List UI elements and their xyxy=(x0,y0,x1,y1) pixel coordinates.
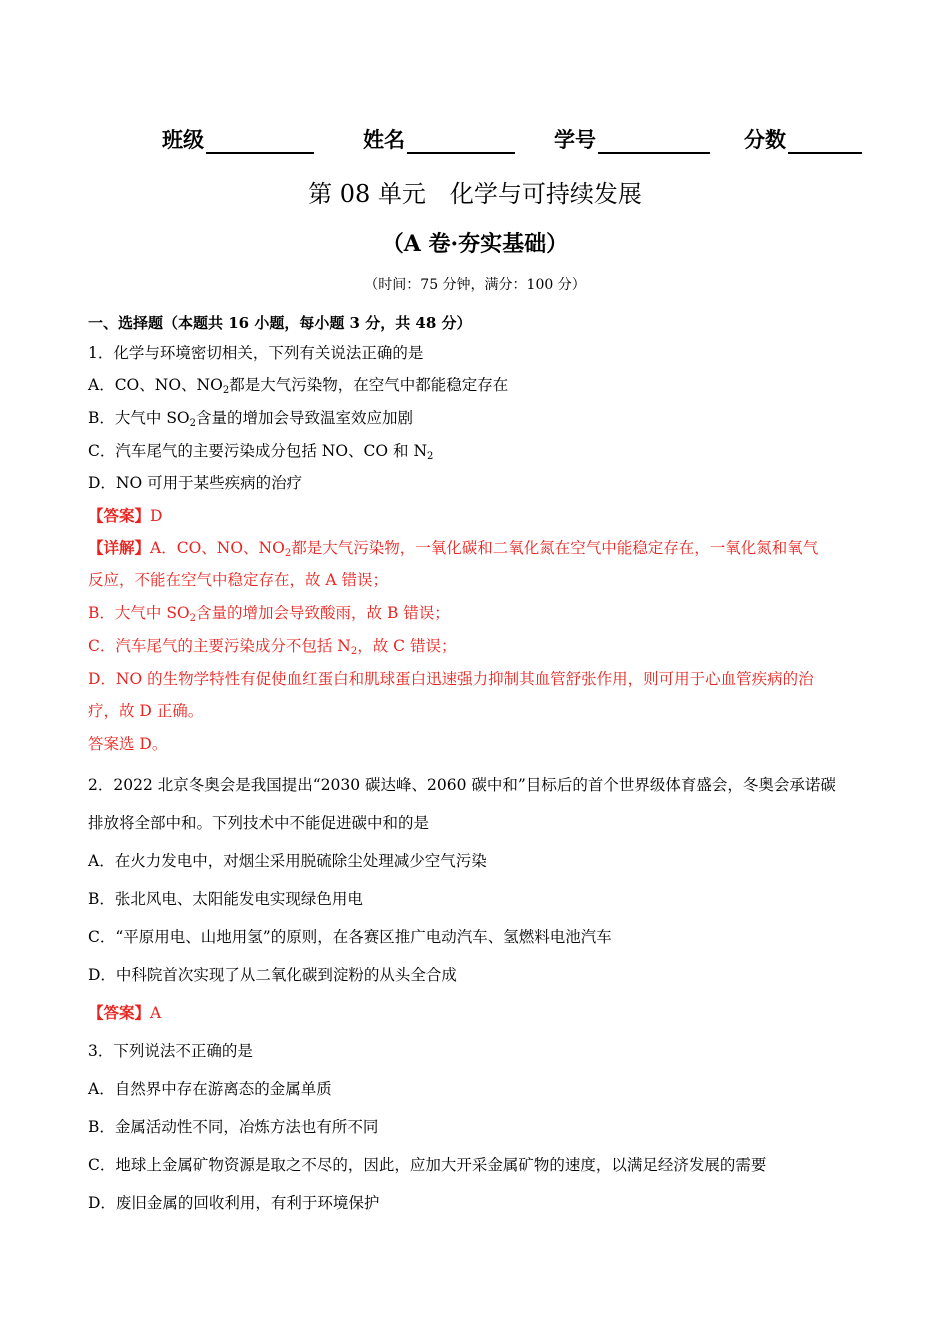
detail-tag: 【详解】 xyxy=(88,538,151,557)
q2-option-c: C．“平原用电、山地用氢”的原则，在各赛区推广电动汽车、氢燃料电池汽车 xyxy=(88,928,612,946)
q2-stem-line2: 排放将全部中和。下列技术中不能促进碳中和的是 xyxy=(88,814,430,832)
page-subtitle: （A 卷·夯实基础） xyxy=(381,231,569,257)
q1-option-c: C．汽车尾气的主要污染成分包括 NO、CO 和 $N_2$ xyxy=(88,442,434,462)
q1-detail-d-line2: 疗，故 D 正确。 xyxy=(88,702,204,720)
q2-option-b: B．张北风电、太阳能发电实现绿色用电 xyxy=(88,890,363,908)
q1-conclusion: 答案选 D。 xyxy=(88,735,168,753)
q1-option-a: A．CO、NO、$NO_2$都是大气污染物，在空气中都能稳定存在 xyxy=(88,376,509,396)
q2-stem: 2．2022 北京冬奥会是我国提出“2030 碳达峰、2060 碳中和”目标后的首个世界级体育盛会，冬奥会承诺碳 xyxy=(88,776,836,794)
answer-tag: 【答案】 xyxy=(88,1003,151,1022)
q1-answer: 【答案】D xyxy=(88,506,163,525)
q3-stem: 3．下列说法不正确的是 xyxy=(88,1042,253,1060)
q1-detail-a-line2: 反应，不能在空气中稳定存在，故 A 错误； xyxy=(88,571,389,589)
name-field xyxy=(363,124,515,154)
name-label: 姓名 xyxy=(363,127,405,152)
class-blank[interactable] xyxy=(206,128,314,154)
name-blank[interactable] xyxy=(407,128,515,154)
score-label: 分数 xyxy=(744,127,786,152)
score-field xyxy=(744,124,862,154)
q1-detail-c: C．汽车尾气的主要污染成分不包括 $N_2$，故 C 错误； xyxy=(88,637,457,657)
q2-option-d: D．中科院首次实现了从二氧化碳到淀粉的从头全合成 xyxy=(88,966,457,984)
q1-detail-b: B．大气中 $SO_2$含量的增加会导致酸雨，故 B 错误； xyxy=(88,604,450,624)
section-title: 一、选择题（本题共 16 小题，每小题 3 分，共 48 分） xyxy=(88,314,472,332)
q1-option-b: B．大气中 $SO_2$含量的增加会导致温室效应加剧 xyxy=(88,409,414,429)
q3-option-c: C．地球上金属矿物资源是取之不尽的，因此，应加大开采金属矿物的速度，以满足经济发展的需要 xyxy=(88,1156,767,1174)
q1-detail-a: 【详解】A．CO、NO、$NO_2$都是大气污染物，一氧化碳和二氧化氮在空气中能稳定存在，一氧化氮和氧气 xyxy=(88,538,819,559)
q3-option-d: D．废旧金属的回收利用，有利于环境保护 xyxy=(88,1194,380,1212)
student-id-blank[interactable] xyxy=(598,128,710,154)
q1-stem: 1．化学与环境密切相关，下列有关说法正确的是 xyxy=(88,344,424,362)
q1-option-d: D．NO 可用于某些疾病的治疗 xyxy=(88,474,303,492)
time-note: （时间：75 分钟，满分：100 分） xyxy=(364,277,586,293)
q2-answer: 【答案】A xyxy=(88,1003,162,1022)
student-id-field xyxy=(554,124,710,154)
class-field xyxy=(162,124,314,154)
q2-option-a: A．在火力发电中，对烟尘采用脱硫除尘处理减少空气污染 xyxy=(88,852,487,870)
student-id-label: 学号 xyxy=(554,127,596,152)
q3-option-b: B．金属活动性不同，冶炼方法也有所不同 xyxy=(88,1118,379,1136)
page-title: 第 08 单元 化学与可持续发展 xyxy=(308,180,642,208)
q3-option-a: A．自然界中存在游离态的金属单质 xyxy=(88,1080,332,1098)
class-label: 班级 xyxy=(162,127,204,152)
q1-detail-d: D．NO 的生物学特性有促使血红蛋白和肌球蛋白迅速强力抑制其血管舒张作用，则可用于心血管疾病的治 xyxy=(88,670,814,688)
answer-tag: 【答案】 xyxy=(88,506,151,525)
score-blank[interactable] xyxy=(788,128,862,154)
